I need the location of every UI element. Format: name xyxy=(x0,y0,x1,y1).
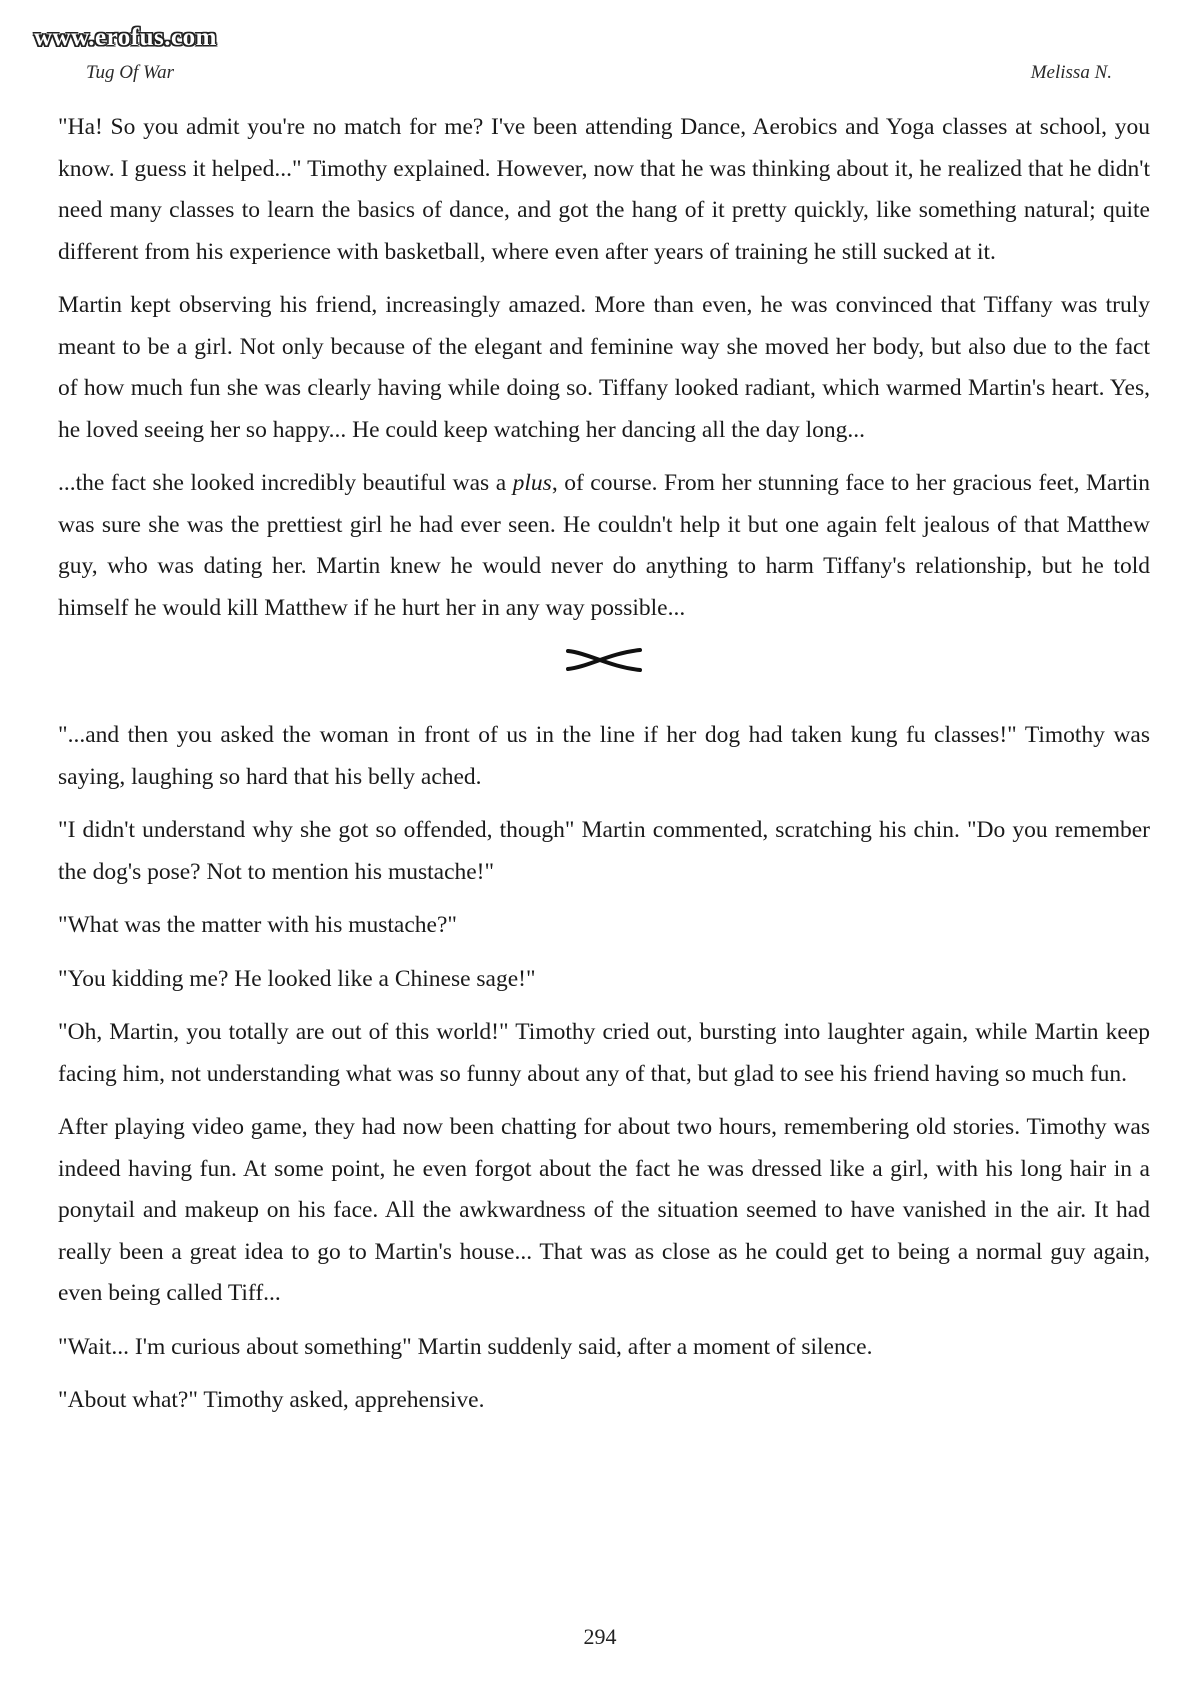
paragraph: "You kidding me? He looked like a Chinese sage!" xyxy=(58,965,536,992)
paragraph: "...and then you asked the woman in front of us in the line if her dog had taken kung fu classes!" Timothy was saying, laughing so hard that his belly ached. xyxy=(58,722,1150,790)
paragraph: "Wait... I'm curious about something" Martin suddenly said, after a moment of silence. xyxy=(58,1333,873,1360)
emphasis-text: plus xyxy=(512,470,552,496)
book-title: Tug Of War xyxy=(86,62,174,83)
paragraph: "I didn't understand why she got so offended, though" Martin commented, scratching his chin. "Do you remember the dog's pose? Not to mention his mustache!" xyxy=(58,817,1150,885)
paragraph: "Oh, Martin, you totally are out of this world!" Timothy cried out, bursting into laughter again, while Martin keep facing him, not understanding what was so funny about any of that, but glad to see his friend having so much fun. xyxy=(58,1019,1150,1087)
crossed-lines-ornament-icon xyxy=(566,646,642,688)
paragraph: Martin kept observing his friend, increasingly amazed. More than even, he was convinced that Tiffany was truly meant to be a girl. Not only because of the elegant and feminine way she moved her body, but also due to the fact of how much fun she was clearly having while doing so. Tiffany looked radiant, which warmed Martin's heart. Yes, he loved seeing her so happy... He could keep watching her dancing all the day long... xyxy=(58,292,1150,443)
paragraph xyxy=(58,463,1150,629)
page-body xyxy=(58,107,1150,1434)
running-header xyxy=(86,62,1112,90)
watermark-logo: www.erofus.com xyxy=(34,24,217,51)
page-number: 294 xyxy=(583,1624,617,1649)
paragraph: After playing video game, they had now been chatting for about two hours, remembering old stories. Timothy was indeed having fun. At some point, he even forgot about the fact he was dressed like a girl, with his long hair in a ponytail and makeup on his face. All the awkwardness of the situation seemed to have vanished in the air. It had really been a great idea to go to Martin's house... That was as close as he could get to being a normal guy again, even being called Tiff... xyxy=(58,1114,1150,1306)
paragraph: "What was the matter with his mustache?" xyxy=(58,912,457,938)
paragraph-text: , of course. From her stunning face to her gracious feet, Martin was sure she was the prettiest girl he had ever seen. He couldn't help it but one again felt jealous of that Matthew guy, who was dating her. Martin knew he would never do anything to harm Tiffany's relationship, but he told himself he would kill Matthew if he hurt her in any way possible... xyxy=(58,470,1150,621)
section-divider xyxy=(58,641,1150,693)
paragraph: "About what?" Timothy asked, apprehensive. xyxy=(58,1387,485,1413)
paragraph: "Ha! So you admit you're no match for me? I've been attending Dance, Aerobics and Yoga classes at school, you know. I guess it helped..." Timothy explained. However, now that he was thinking about it, he realized that he didn't need many classes to learn the basics of dance, and got the hang of it pretty quickly, like something natural; quite different from his experience with basketball, where even after years of training he still sucked at it. xyxy=(58,114,1150,265)
paragraph-text: ...the fact she looked incredibly beautiful was a xyxy=(58,470,513,496)
author-name: Melissa N. xyxy=(1030,62,1112,83)
